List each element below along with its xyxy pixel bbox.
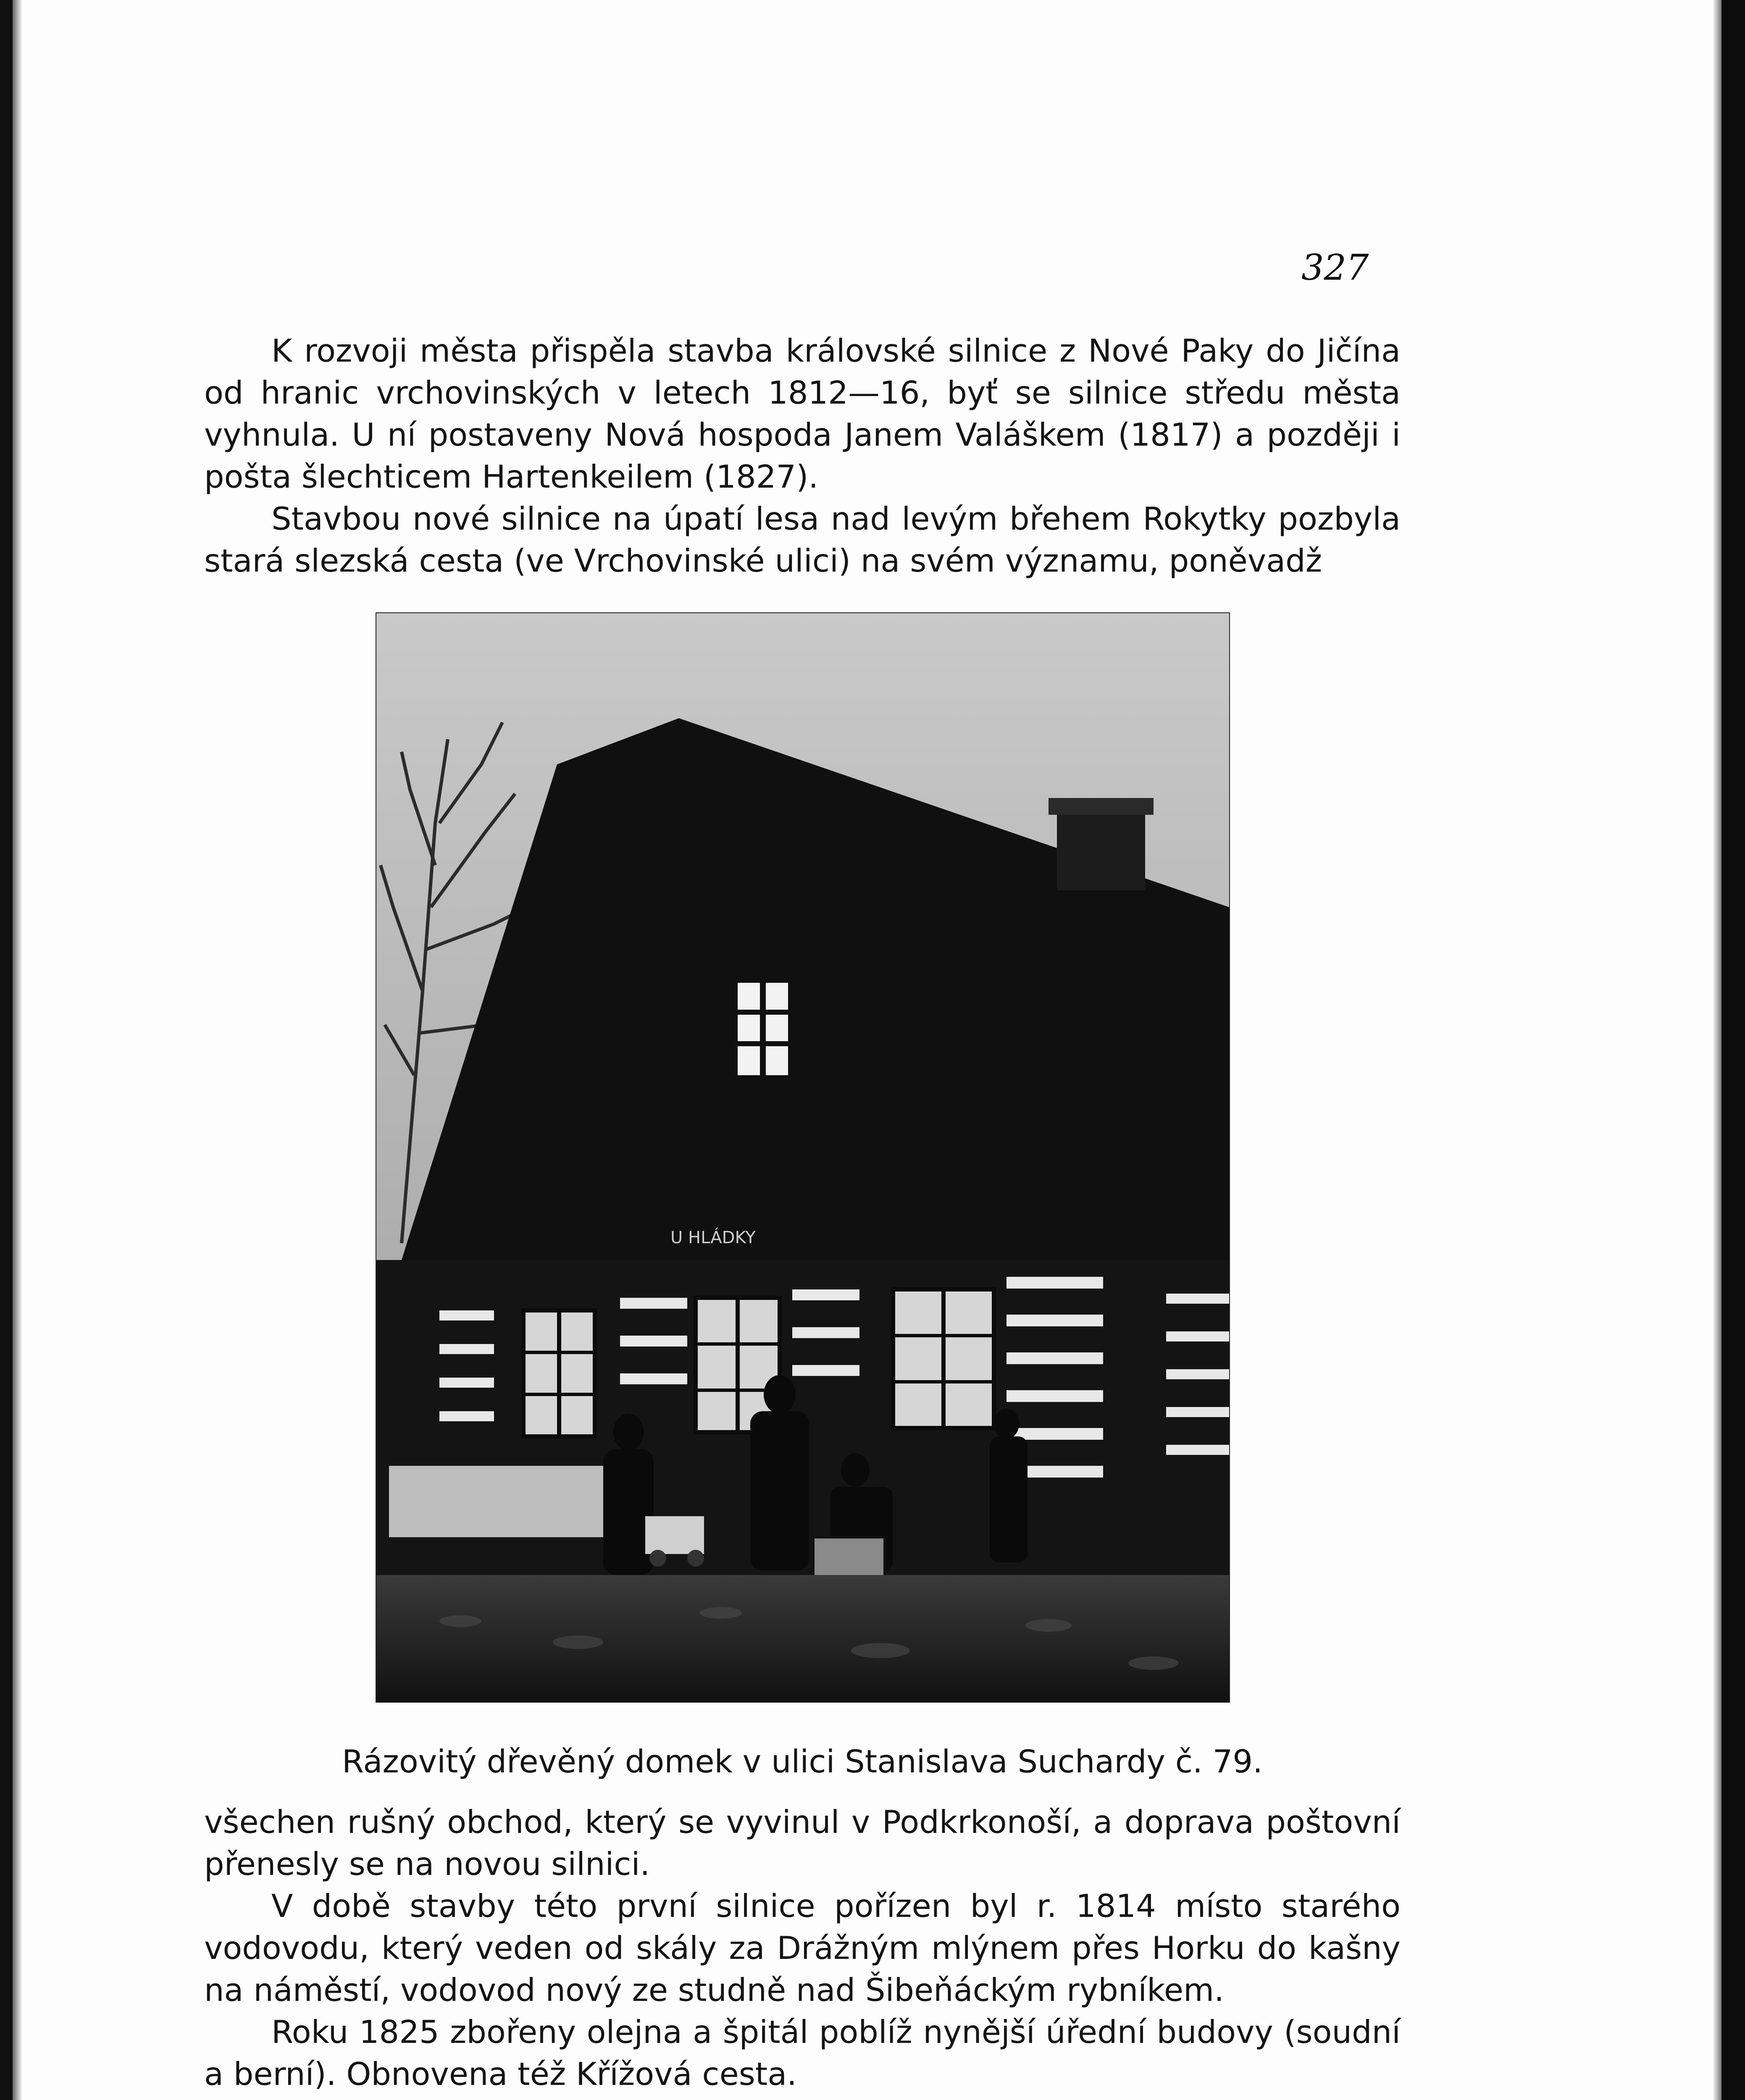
attic-window [738, 983, 788, 1075]
paragraph-1: K rozvoji města přispěla stavba královské silnice z Nové Paky do Jičína od hranic vrchovinských v letech 1812—16, byť se silnice středu města vyhnula. U ní postaveny Nová hospoda Janem Valáškem (1817) a později i pošta šlechticem Hartenkeilem (1827). [204, 332, 1401, 495]
text-block-bottom [204, 1801, 1401, 2095]
paragraph-2: Stavbou nové silnice na úpatí lesa nad levým břehem Rokytky pozbyla stará slezská cesta (ve Vrchovinské ulici) na svém významu, poněvadž [204, 500, 1401, 579]
scan-shadow-right [1713, 0, 1721, 2100]
text-block-top [204, 330, 1401, 582]
paragraph-5: Roku 1825 zbořeny olejna a špitál poblíž nynější úřední budovy (soudní a berní). Obnovena též Křížová cesta. [204, 2013, 1401, 2092]
house-sign: U HLÁDKY [670, 1228, 756, 1247]
paragraph-4: V době stavby této první silnice pořízen byl r. 1814 místo starého vodovodu, který veden od skály za Drážným mlýnem přes Horku do kašny na náměstí, vodovod nový ze studně nad Šibeňáckým rybníkem. [204, 1887, 1401, 2008]
figure-caption: Rázovitý dřevěný domek v ulici Stanislava Suchardy č. 79. [342, 1743, 1263, 1780]
scan-edge-left [0, 0, 13, 2100]
page-number: 327 [1301, 247, 1369, 288]
photograph-wooden-house [376, 612, 1230, 1703]
scan-shadow-left [13, 0, 22, 2100]
paragraph-3: všechen rušný obchod, který se vyvinul v Podkrkonoší, a doprava poštovní přenesly se na novou silnici. [204, 1803, 1401, 1882]
scan-edge-right [1721, 0, 1745, 2100]
